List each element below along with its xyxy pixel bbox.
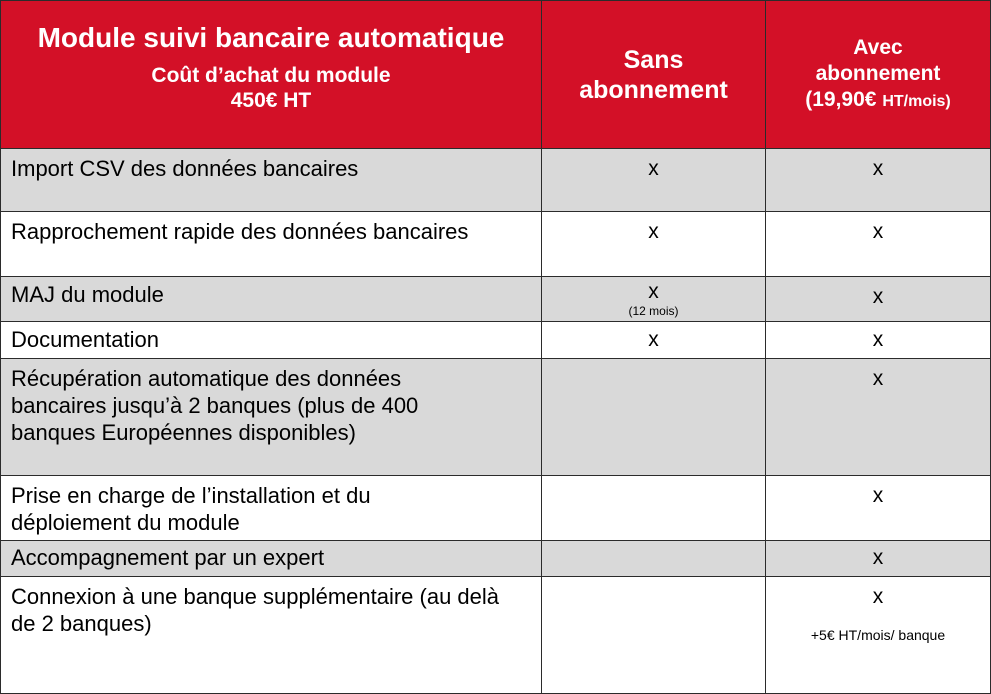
without-note: (12 mois) xyxy=(628,304,679,318)
col-without-line1: Sans xyxy=(623,45,684,74)
header-without-subscription xyxy=(542,1,766,148)
without-mark: x xyxy=(648,280,659,303)
without-mark: x xyxy=(542,212,766,276)
col-with-unit: HT/mois) xyxy=(882,92,951,110)
table-row xyxy=(1,359,990,476)
col-with-line2: abonnement xyxy=(815,61,941,85)
feature-label: Documentation xyxy=(1,322,542,358)
table-row xyxy=(1,476,990,541)
with-cell xyxy=(766,577,990,693)
col-with-price: (19,90€ xyxy=(805,87,877,111)
module-price: 450€ HT xyxy=(230,89,312,112)
header-with-subscription xyxy=(766,1,990,148)
table-row xyxy=(1,541,990,577)
feature-label: Récupération automatique des données bancaires jusqu’à 2 banques (plus de 400 banques Européennes disponibles) xyxy=(1,359,542,475)
feature-label: Prise en charge de l’installation et du déploiement du module xyxy=(1,476,542,540)
col-with-line1: Avec xyxy=(853,35,903,59)
feature-label: Rapprochement rapide des données bancaires xyxy=(1,212,542,276)
with-mark: x xyxy=(872,546,884,569)
col-without-line2: abonnement xyxy=(579,75,728,104)
feature-label: MAJ du module xyxy=(1,277,542,321)
header-title-cell xyxy=(1,1,542,148)
without-cell xyxy=(542,277,766,321)
without-mark xyxy=(542,577,766,693)
without-mark xyxy=(542,359,766,475)
table-row xyxy=(1,577,990,693)
table-row xyxy=(1,322,990,359)
without-mark: x xyxy=(542,322,766,358)
module-cost-label: Coût d’achat du module xyxy=(151,64,391,87)
col-with-price-line xyxy=(805,87,951,115)
with-mark: x xyxy=(872,157,884,180)
with-mark: x xyxy=(872,220,884,243)
with-mark: x xyxy=(872,367,884,390)
table-row xyxy=(1,277,990,322)
module-title: Module suivi bancaire automatique xyxy=(37,22,505,53)
without-mark xyxy=(542,476,766,540)
with-mark: x xyxy=(872,585,884,608)
table-row xyxy=(1,149,990,212)
feature-label: Connexion à une banque supplémentaire (au delà de 2 banques) xyxy=(1,577,542,693)
with-note: +5€ HT/mois/ banque xyxy=(810,627,946,643)
with-mark: x xyxy=(872,328,884,351)
with-mark: x xyxy=(872,285,884,308)
without-mark: x xyxy=(542,149,766,211)
table-row xyxy=(1,212,990,277)
table-header xyxy=(1,1,990,149)
with-mark: x xyxy=(872,484,884,507)
without-mark xyxy=(542,541,766,576)
feature-label: Accompagnement par un expert xyxy=(1,541,542,576)
feature-label: Import CSV des données bancaires xyxy=(1,149,542,211)
